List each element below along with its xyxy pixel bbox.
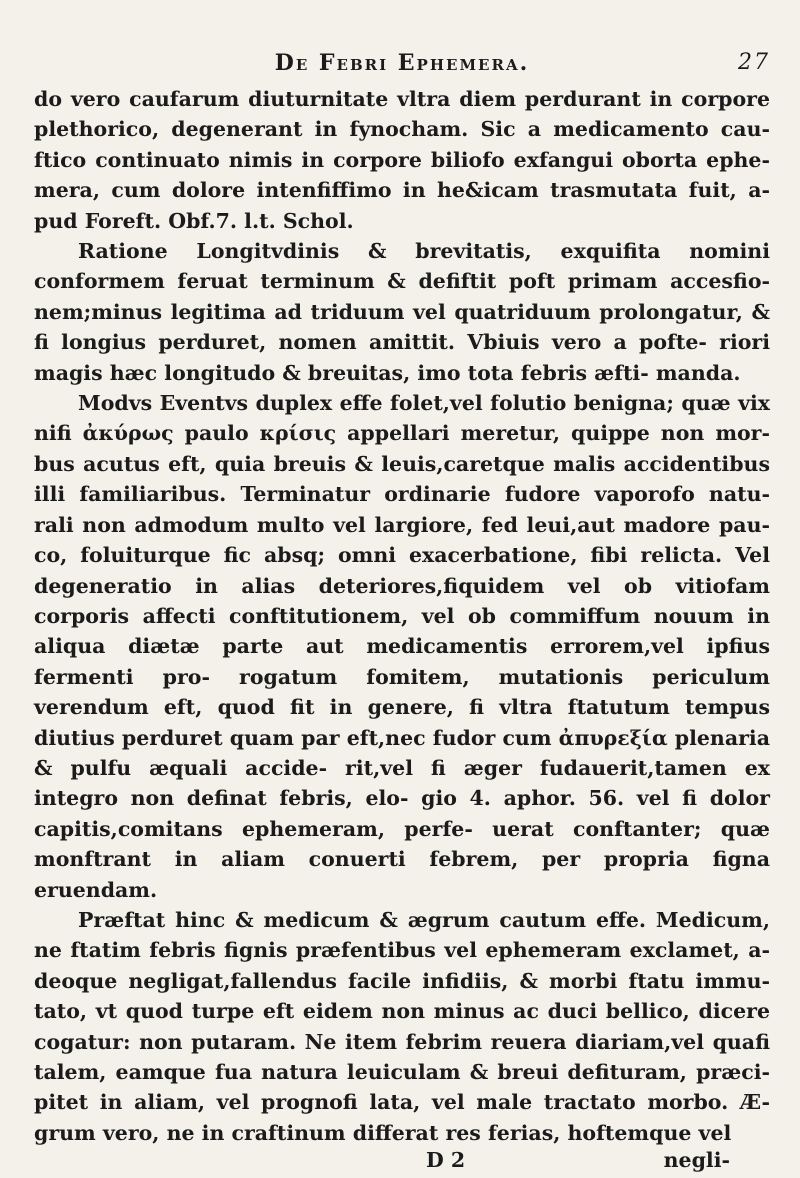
catchword: negli-	[663, 1148, 730, 1173]
page-number: 27	[738, 50, 770, 75]
signature-mark: D 2	[426, 1148, 466, 1173]
body-text	[34, 84, 770, 1148]
paragraph-ratione-longitudinis: Ratione Longitvdinis & brevitatis, exquifita nomini conformem feruat terminum & defiftit poft primam accesfio- nem;minus legitima ad triduum vel quatriduum prolongatur, & fi longius perduret, nomen amittit. Vbiuis vero a pofte- riori magis hæc longitudo & breuitas, imo tota febris æfti- manda.	[34, 239, 770, 385]
paragraph-praestat-hinc: Præftat hinc & medicum & ægrum cautum effe. Medicum, ne ftatim febris fignis præfentibus vel ephemeram exclamet, a- deoque negligat,fallendus facile infidiis, & morbi ftatu immu- tato, vt quod turpe eft eidem non minus ac duci bellico, dicere cogatur: non putaram. Ne item febrim reuera diariam,vel quafi talem, eamque fua natura leuiculam & breui defituram, præci- pitet in aliam, vel prognofi lata, vel male tractato morbo. Æ- grum vero, ne in craftinum differat res ferias, hoftemque vel	[34, 907, 770, 1145]
running-title: De Febri Ephemera.	[274, 50, 530, 76]
running-head	[34, 44, 770, 84]
page-footer	[34, 1148, 770, 1178]
paragraph-modus-eventus: Modvs Eventvs duplex effe folet,vel folutio benigna; quæ vix nifi ἀκύρως paulo κρίσις appellari meretur, quippe non mor- bus acutus eft, quia breuis & leuis,caretque malis accidentibus illi familiaribus. Terminatur ordinarie fudore vaporofo natu- rali non admodum multo vel largiore, fed leui,aut madore pau- co, foluiturque fic absq; omni exacerbatione, fibi relicta. Vel degeneratio in alias deteriores,fiquidem vel ob vitiofam corporis affecti conftitutionem, vel ob commiffum nouum in aliqua diætæ parte aut medicamentis errorem,vel ipfius fermenti pro- rogatum fomitem, mutationis periculum verendum eft, quod fit in genere, fi vltra ftatutum tempus diutius perduret quam par eft,nec fudor cum ἀπυρεξία plenaria & pulfu æquali accide- rit,vel fi æger fudauerit,tamen ex integro non definat febris, elo- gio 4. aphor. 56. vel fi dolor capitis,comitans ephemeram, perfe- uerat conftanter; quæ monftrant in aliam conuerti febrem, per propria figna eruendam.	[34, 391, 770, 902]
paragraph-continuation: do vero caufarum diuturnitate vltra diem perdurant in corpore plethorico, degenerant in fynocham. Sic a medicamento cau- ftico continuato nimis in corpore biliofo exfangui oborta ephe- mera, cum dolore intenfiffimo in he&icam trasmutata fuit, a- pud Foreft. Obf.7. l.t. Schol.	[34, 87, 770, 233]
